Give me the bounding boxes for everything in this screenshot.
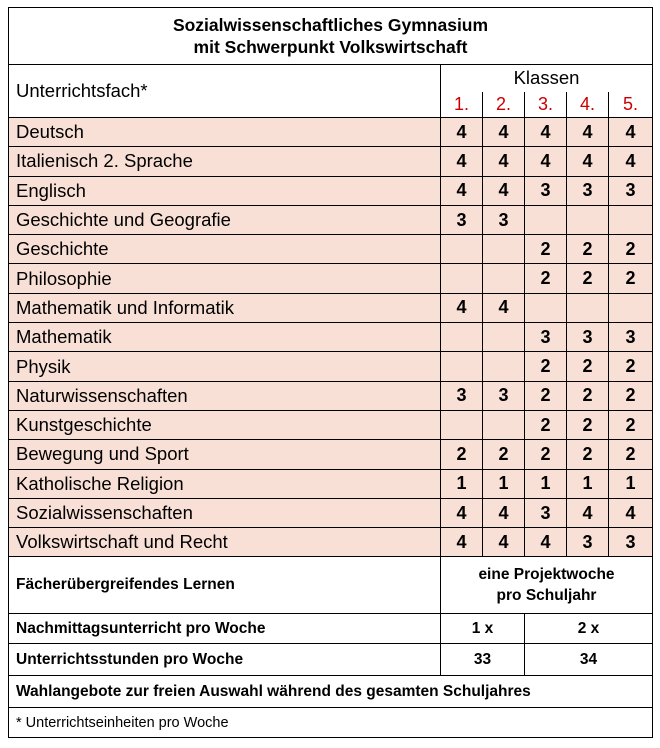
curriculum-table-container [8, 7, 652, 738]
hours-cell-klasse-4: 4 [567, 118, 609, 147]
stunden-label: Unterrichtsstunden pro Woche [9, 644, 441, 676]
hours-cell-klasse-4: 2 [567, 381, 609, 410]
footnote: * Unterrichtseinheiten pro Woche [9, 708, 653, 738]
hours-cell-klasse-2 [483, 410, 525, 439]
hours-cell-klasse-5: 4 [609, 498, 653, 527]
subject-name: Philosophie [9, 264, 441, 293]
subject-name: Kunstgeschichte [9, 410, 441, 439]
hours-cell-klasse-1: 4 [441, 147, 483, 176]
hours-cell-klasse-2: 4 [483, 118, 525, 147]
hours-cell-klasse-1: 4 [441, 176, 483, 205]
hours-cell-klasse-3: 2 [525, 440, 567, 469]
stunden-value-12: 33 [441, 644, 525, 676]
hours-cell-klasse-5 [609, 205, 653, 234]
hours-cell-klasse-5: 2 [609, 235, 653, 264]
subject-row [9, 381, 653, 410]
subject-name: Volkswirtschaft und Recht [9, 528, 441, 557]
faecher-label: Fächerübergreifendes Lernen [9, 557, 441, 614]
subject-row [9, 469, 653, 498]
hours-cell-klasse-5: 4 [609, 118, 653, 147]
hours-cell-klasse-2 [483, 352, 525, 381]
nachmittag-value-345: 2 x [525, 614, 653, 644]
subject-row [9, 410, 653, 439]
hours-cell-klasse-2 [483, 323, 525, 352]
subject-name: Katholische Religion [9, 469, 441, 498]
hours-cell-klasse-1: 3 [441, 381, 483, 410]
hours-cell-klasse-3 [525, 205, 567, 234]
subject-row [9, 176, 653, 205]
hours-cell-klasse-1: 2 [441, 440, 483, 469]
hours-cell-klasse-2: 4 [483, 293, 525, 322]
hours-cell-klasse-2 [483, 235, 525, 264]
subject-row [9, 293, 653, 322]
hours-cell-klasse-3: 3 [525, 176, 567, 205]
subject-column-header: Unterrichtsfach* [9, 65, 441, 118]
hours-cell-klasse-1 [441, 264, 483, 293]
hours-cell-klasse-1: 3 [441, 205, 483, 234]
hours-cell-klasse-5: 3 [609, 323, 653, 352]
subject-row [9, 528, 653, 557]
hours-cell-klasse-1: 4 [441, 528, 483, 557]
hours-cell-klasse-3: 2 [525, 381, 567, 410]
hours-cell-klasse-4: 2 [567, 410, 609, 439]
hours-cell-klasse-4: 2 [567, 440, 609, 469]
hours-cell-klasse-4: 2 [567, 235, 609, 264]
hours-cell-klasse-4: 2 [567, 264, 609, 293]
hours-cell-klasse-5: 2 [609, 440, 653, 469]
subject-name: Geschichte und Geografie [9, 205, 441, 234]
hours-cell-klasse-5 [609, 293, 653, 322]
hours-cell-klasse-3: 2 [525, 410, 567, 439]
subject-name: Bewegung und Sport [9, 440, 441, 469]
hours-cell-klasse-5: 3 [609, 528, 653, 557]
hours-cell-klasse-2: 4 [483, 498, 525, 527]
hours-cell-klasse-4: 4 [567, 147, 609, 176]
hours-cell-klasse-2: 4 [483, 147, 525, 176]
subject-rows [9, 118, 653, 557]
hours-cell-klasse-3: 2 [525, 352, 567, 381]
hours-cell-klasse-3: 4 [525, 147, 567, 176]
nachmittag-label: Nachmittagsunterricht pro Woche [9, 614, 441, 644]
hours-cell-klasse-3: 2 [525, 264, 567, 293]
klasse-5-header: 5. [609, 92, 653, 118]
hours-cell-klasse-1: 4 [441, 293, 483, 322]
subject-row [9, 498, 653, 527]
hours-cell-klasse-3 [525, 293, 567, 322]
hours-cell-klasse-4 [567, 293, 609, 322]
hours-cell-klasse-1: 4 [441, 498, 483, 527]
subject-row [9, 352, 653, 381]
hours-cell-klasse-5: 1 [609, 469, 653, 498]
hours-cell-klasse-5: 2 [609, 410, 653, 439]
hours-cell-klasse-5: 2 [609, 264, 653, 293]
hours-cell-klasse-3: 3 [525, 323, 567, 352]
hours-cell-klasse-2: 1 [483, 469, 525, 498]
hours-cell-klasse-4: 4 [567, 498, 609, 527]
hours-cell-klasse-1 [441, 352, 483, 381]
hours-cell-klasse-1: 4 [441, 118, 483, 147]
hours-cell-klasse-1 [441, 323, 483, 352]
subject-row [9, 205, 653, 234]
subject-row [9, 147, 653, 176]
title-line-2: mit Schwerpunkt Volkswirtschaft [193, 37, 468, 57]
subject-name: Italienisch 2. Sprache [9, 147, 441, 176]
subject-name: Deutsch [9, 118, 441, 147]
hours-cell-klasse-4: 3 [567, 176, 609, 205]
hours-cell-klasse-4: 1 [567, 469, 609, 498]
klasse-3-header: 3. [525, 92, 567, 118]
klasse-4-header: 4. [567, 92, 609, 118]
subject-row [9, 118, 653, 147]
subject-name: Naturwissenschaften [9, 381, 441, 410]
faecher-value-line-1: eine Projektwoche [478, 566, 615, 584]
hours-cell-klasse-5: 2 [609, 381, 653, 410]
hours-cell-klasse-1: 1 [441, 469, 483, 498]
hours-cell-klasse-2: 2 [483, 440, 525, 469]
hours-cell-klasse-4: 2 [567, 352, 609, 381]
hours-cell-klasse-5: 4 [609, 147, 653, 176]
stunden-value-345: 34 [525, 644, 653, 676]
nachmittag-value-12: 1 x [441, 614, 525, 644]
subject-row [9, 323, 653, 352]
curriculum-table [8, 7, 653, 738]
subject-name: Geschichte [9, 235, 441, 264]
hours-cell-klasse-2 [483, 264, 525, 293]
hours-cell-klasse-2: 3 [483, 381, 525, 410]
hours-cell-klasse-3: 3 [525, 498, 567, 527]
faecher-value-line-2: pro Schuljahr [496, 587, 597, 605]
hours-cell-klasse-4 [567, 205, 609, 234]
hours-cell-klasse-3: 2 [525, 235, 567, 264]
subject-row [9, 235, 653, 264]
wahl-row: Wahlangebote zur freien Auswahl während des gesamten Schuljahres [9, 676, 653, 708]
klasse-1-header: 1. [441, 92, 483, 118]
hours-cell-klasse-3: 1 [525, 469, 567, 498]
hours-cell-klasse-1 [441, 235, 483, 264]
hours-cell-klasse-3: 4 [525, 118, 567, 147]
table-title [9, 8, 653, 65]
subject-name: Mathematik und Informatik [9, 293, 441, 322]
hours-cell-klasse-4: 3 [567, 323, 609, 352]
subject-row [9, 440, 653, 469]
subject-name: Englisch [9, 176, 441, 205]
faecher-value [441, 557, 653, 614]
subject-name: Sozialwissenschaften [9, 498, 441, 527]
hours-cell-klasse-2: 4 [483, 176, 525, 205]
subject-name: Physik [9, 352, 441, 381]
klassen-header: Klassen [441, 65, 653, 92]
hours-cell-klasse-5: 3 [609, 176, 653, 205]
hours-cell-klasse-3: 4 [525, 528, 567, 557]
hours-cell-klasse-5: 2 [609, 352, 653, 381]
hours-cell-klasse-4: 3 [567, 528, 609, 557]
title-line-1: Sozialwissenschaftliches Gymnasium [172, 15, 489, 35]
subject-row [9, 264, 653, 293]
hours-cell-klasse-2: 4 [483, 528, 525, 557]
subject-name: Mathematik [9, 323, 441, 352]
klasse-2-header: 2. [483, 92, 525, 118]
hours-cell-klasse-1 [441, 410, 483, 439]
hours-cell-klasse-2: 3 [483, 205, 525, 234]
